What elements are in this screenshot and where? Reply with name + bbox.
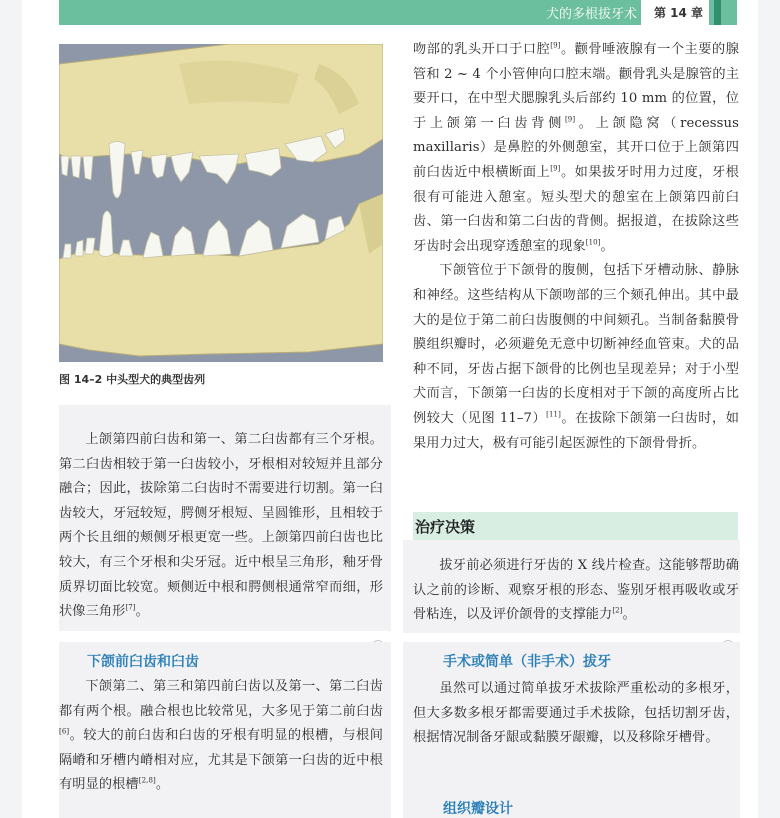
left-paragraph-1-block (59, 428, 383, 625)
subheading-mandibular-teeth: 下颌前臼齿和臼齿 (87, 654, 199, 670)
subheading-surgical-extraction: 手术或简单（非手术）拔牙 (443, 654, 611, 670)
dentition-figure (59, 44, 383, 362)
left-paragraph-2-block (59, 675, 383, 798)
right-paragraph-2: 下颌管位于下颌骨的腹侧，包括下牙槽动脉、静脉和神经。这些结构从下颌吻部的三个颏孔伸出。其中最大的是位于第二前臼齿腹侧的中间颏孔。当制备黏膜骨膜组织瓣时，必须避免无意中切断神经血管束。犬的品种不同，牙齿占据下颌骨的比例也呈现差异；对于小型犬而言，下颌第一臼齿的长度相对于下颌的高度所占比例较大（见图 11–7）[11]。在拔除下颌第一臼齿时，如果用力过大，极有可能引起医源性的下颌骨骨折。 (413, 263, 739, 451)
header-chapter: 第 14 章 (653, 6, 703, 20)
right-paragraphs-block (413, 38, 739, 456)
header-accent-bar-thin (725, 0, 729, 25)
right-paragraph-3-block (413, 554, 739, 628)
section-heading-treatment: 治疗决策 (413, 512, 738, 540)
subheading-flap-design: 组织瓣设计 (443, 801, 513, 817)
right-paragraph-4-block (413, 677, 739, 751)
left-paragraph-2: 下颌第二、第三和第四前臼齿以及第一、第二臼齿都有两个根。融合根也比较常见，大多见于第二前臼齿[6]。较大的前臼齿和臼齿的牙根有明显的根槽，与根间隔嵴和牙槽内嵴相对应，尤其是下颌第一臼齿的近中根有明显的根槽[2,8]。 (59, 679, 383, 793)
running-header (59, 0, 737, 25)
right-paragraph-3: 拔牙前必须进行牙齿的 X 线片检查。这能够帮助确认之前的诊断、观察牙根的形态、鉴别牙根再吸收或牙骨粘连，以及评价颌骨的支撑能力[2]。 (413, 558, 739, 623)
figure-caption: 图 14–2 中头型犬的典型齿列 (59, 373, 206, 386)
right-paragraph-1: 吻部的乳头开口于口腔[9]。颧骨唾液腺有一个主要的腺管和 2 ~ 4 个小管伸向口腔末端。颧骨乳头是腺管的主要开口，在中型犬腮腺乳头后部约 10 mm 的位置，位于上颌第一臼齿背侧[9]。上颌隐窝（recessus maxillaris）是鼻腔的外侧憩室，其开口位于上颌第四前臼齿近中根横断面上[9]。如果拔牙时用力过度，牙根很有可能进入憩室。短头型犬的憩室在上颌第四前臼齿、第一臼齿和第二臼齿的背侧。据报道，在拔除这些牙齿时会出现穿透憩室的现象[10]。 (413, 41, 739, 254)
skull-illustration (59, 44, 383, 362)
left-paragraph-1: 上颌第四前臼齿和第一、第二臼齿都有三个牙根。第二臼齿相较于第一臼齿较小，牙根相对较短并且部分融合；因此，拔除第二臼齿时不需要进行切割。第一臼齿较大，牙冠较短，腭侧牙根短、呈圆锥形，且相较于两个长且细的颊侧牙根更宽一些。上颌第四前臼齿也比较大，有三个牙根和尖牙冠。近中根呈三角形，釉牙骨质界切面比较宽。颊侧近中根和腭侧根通常窄而细，形状像三角形[7]。 (59, 432, 383, 620)
header-title: 犬的多根拔牙术 (545, 7, 637, 22)
right-paragraph-4: 虽然可以通过简单拔牙术拔除严重松动的多根牙，但大多数多根牙都需要通过手术拔除，包括切割牙齿，根据情况制备牙龈或黏膜牙龈瓣，以及移除牙槽骨。 (413, 681, 739, 746)
header-accent-bar (714, 0, 721, 25)
